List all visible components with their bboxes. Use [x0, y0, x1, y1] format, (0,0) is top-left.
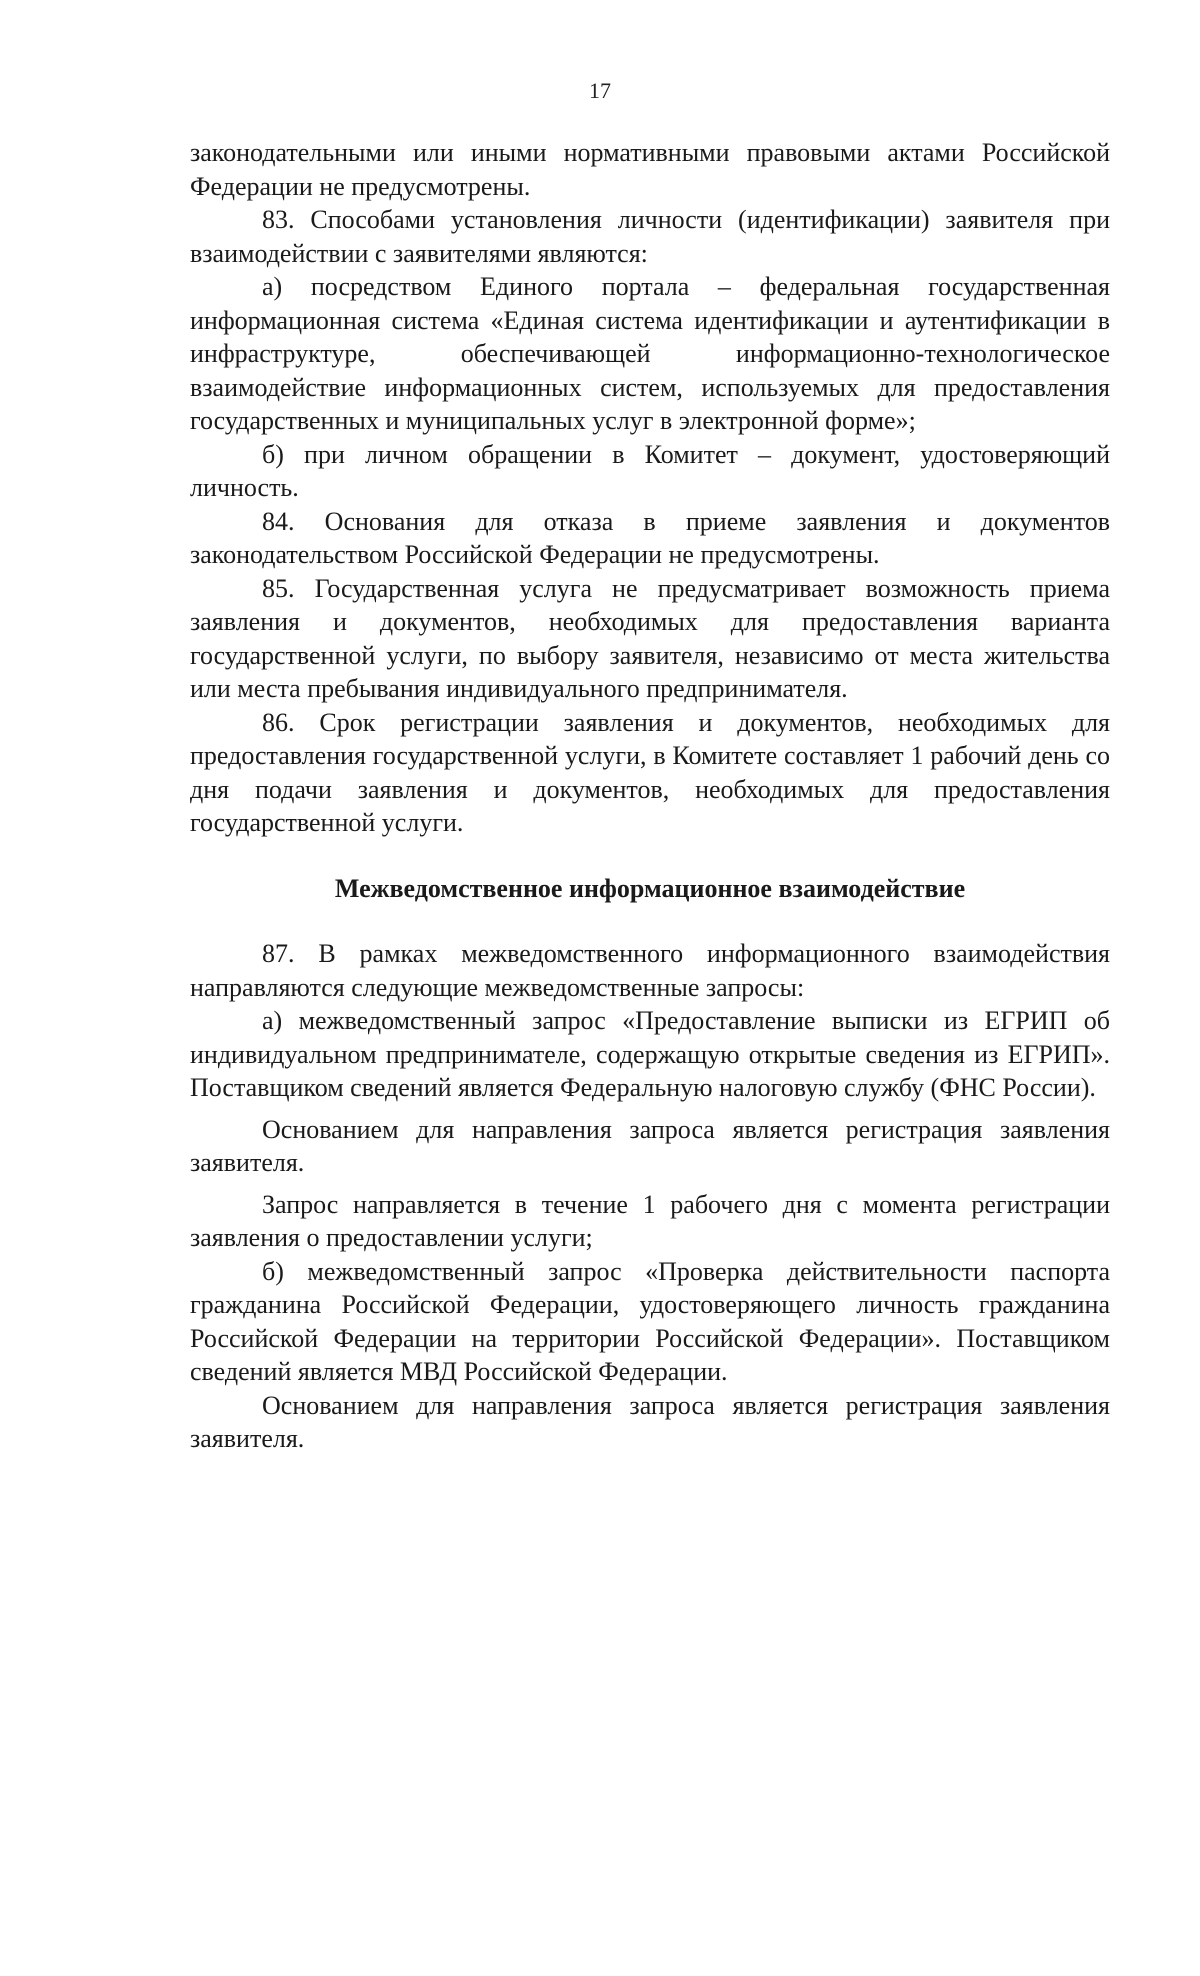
paragraph-87-a-basis: Основанием для направления запроса является регистрация заявления заявителя. [190, 1114, 1110, 1177]
paragraph-87-b-basis: Основанием для направления запроса является регистрация заявления заявителя. [190, 1390, 1110, 1453]
paragraph-86: 86. Срок регистрации заявления и документов, необходимых для предоставления государственной услуги, в Комитете составляет 1 рабочий день со дня подачи заявления и документов, необходимых для предоставления государственной услуги. [190, 707, 1110, 837]
paragraph-83-b: б) при личном обращении в Комитет – документ, удостоверяющий личность. [190, 439, 1110, 502]
paragraph-84: 84. Основания для отказа в приеме заявления и документов законодательством Российской Федерации не предусмотрены. [190, 506, 1110, 569]
paragraph-87-a-timing: Запрос направляется в течение 1 рабочего дня с момента регистрации заявления о предоставлении услуги; [190, 1189, 1110, 1252]
paragraph-continuation: законодательными или иными нормативными правовыми актами Российской Федерации не предусмотрены. [190, 138, 1110, 201]
paragraph-83: 83. Способами установления личности (идентификации) заявителя при взаимодействии с заявителями являются: [190, 205, 1110, 268]
paragraph-85: 85. Государственная услуга не предусматривает возможность приема заявления и документов, необходимых для предоставления варианта государственной услуги, по выбору заявителя, независимо от места жительства или места пребывания индивидуального предпринимателя. [190, 573, 1110, 703]
paragraph-83-a: а) посредством Единого портала – федеральная государственная информационная система «Единая система идентификации и аутентификации в инфраструктуре, обеспечивающей информационно-технологическое взаимодействие информационных систем, используемых для предоставления государственных и муниципальных услуг в электронной форме»; [190, 272, 1110, 435]
paragraph-87-a: а) межведомственный запрос «Предоставление выписки из ЕГРИП об индивидуальном предпринимателе, содержащую открытые сведения из ЕГРИП». Поставщиком сведений является Федеральную налоговую службу (ФНС России). [190, 1006, 1110, 1102]
page-number: 17 [589, 78, 611, 103]
document-body [190, 136, 1110, 1456]
paragraph-87-b: б) межведомственный запрос «Проверка действительности паспорта гражданина Российской Федерации, удостоверяющего личность гражданина Российской Федерации на территории Российской Федерации». Поставщиком сведений является МВД Российской Федерации. [190, 1256, 1110, 1386]
section-heading: Межведомственное информационное взаимодействие [334, 873, 966, 903]
paragraph-87: 87. В рамках межведомственного информационного взаимодействия направляются следующие межведомственные запросы: [190, 939, 1110, 1002]
